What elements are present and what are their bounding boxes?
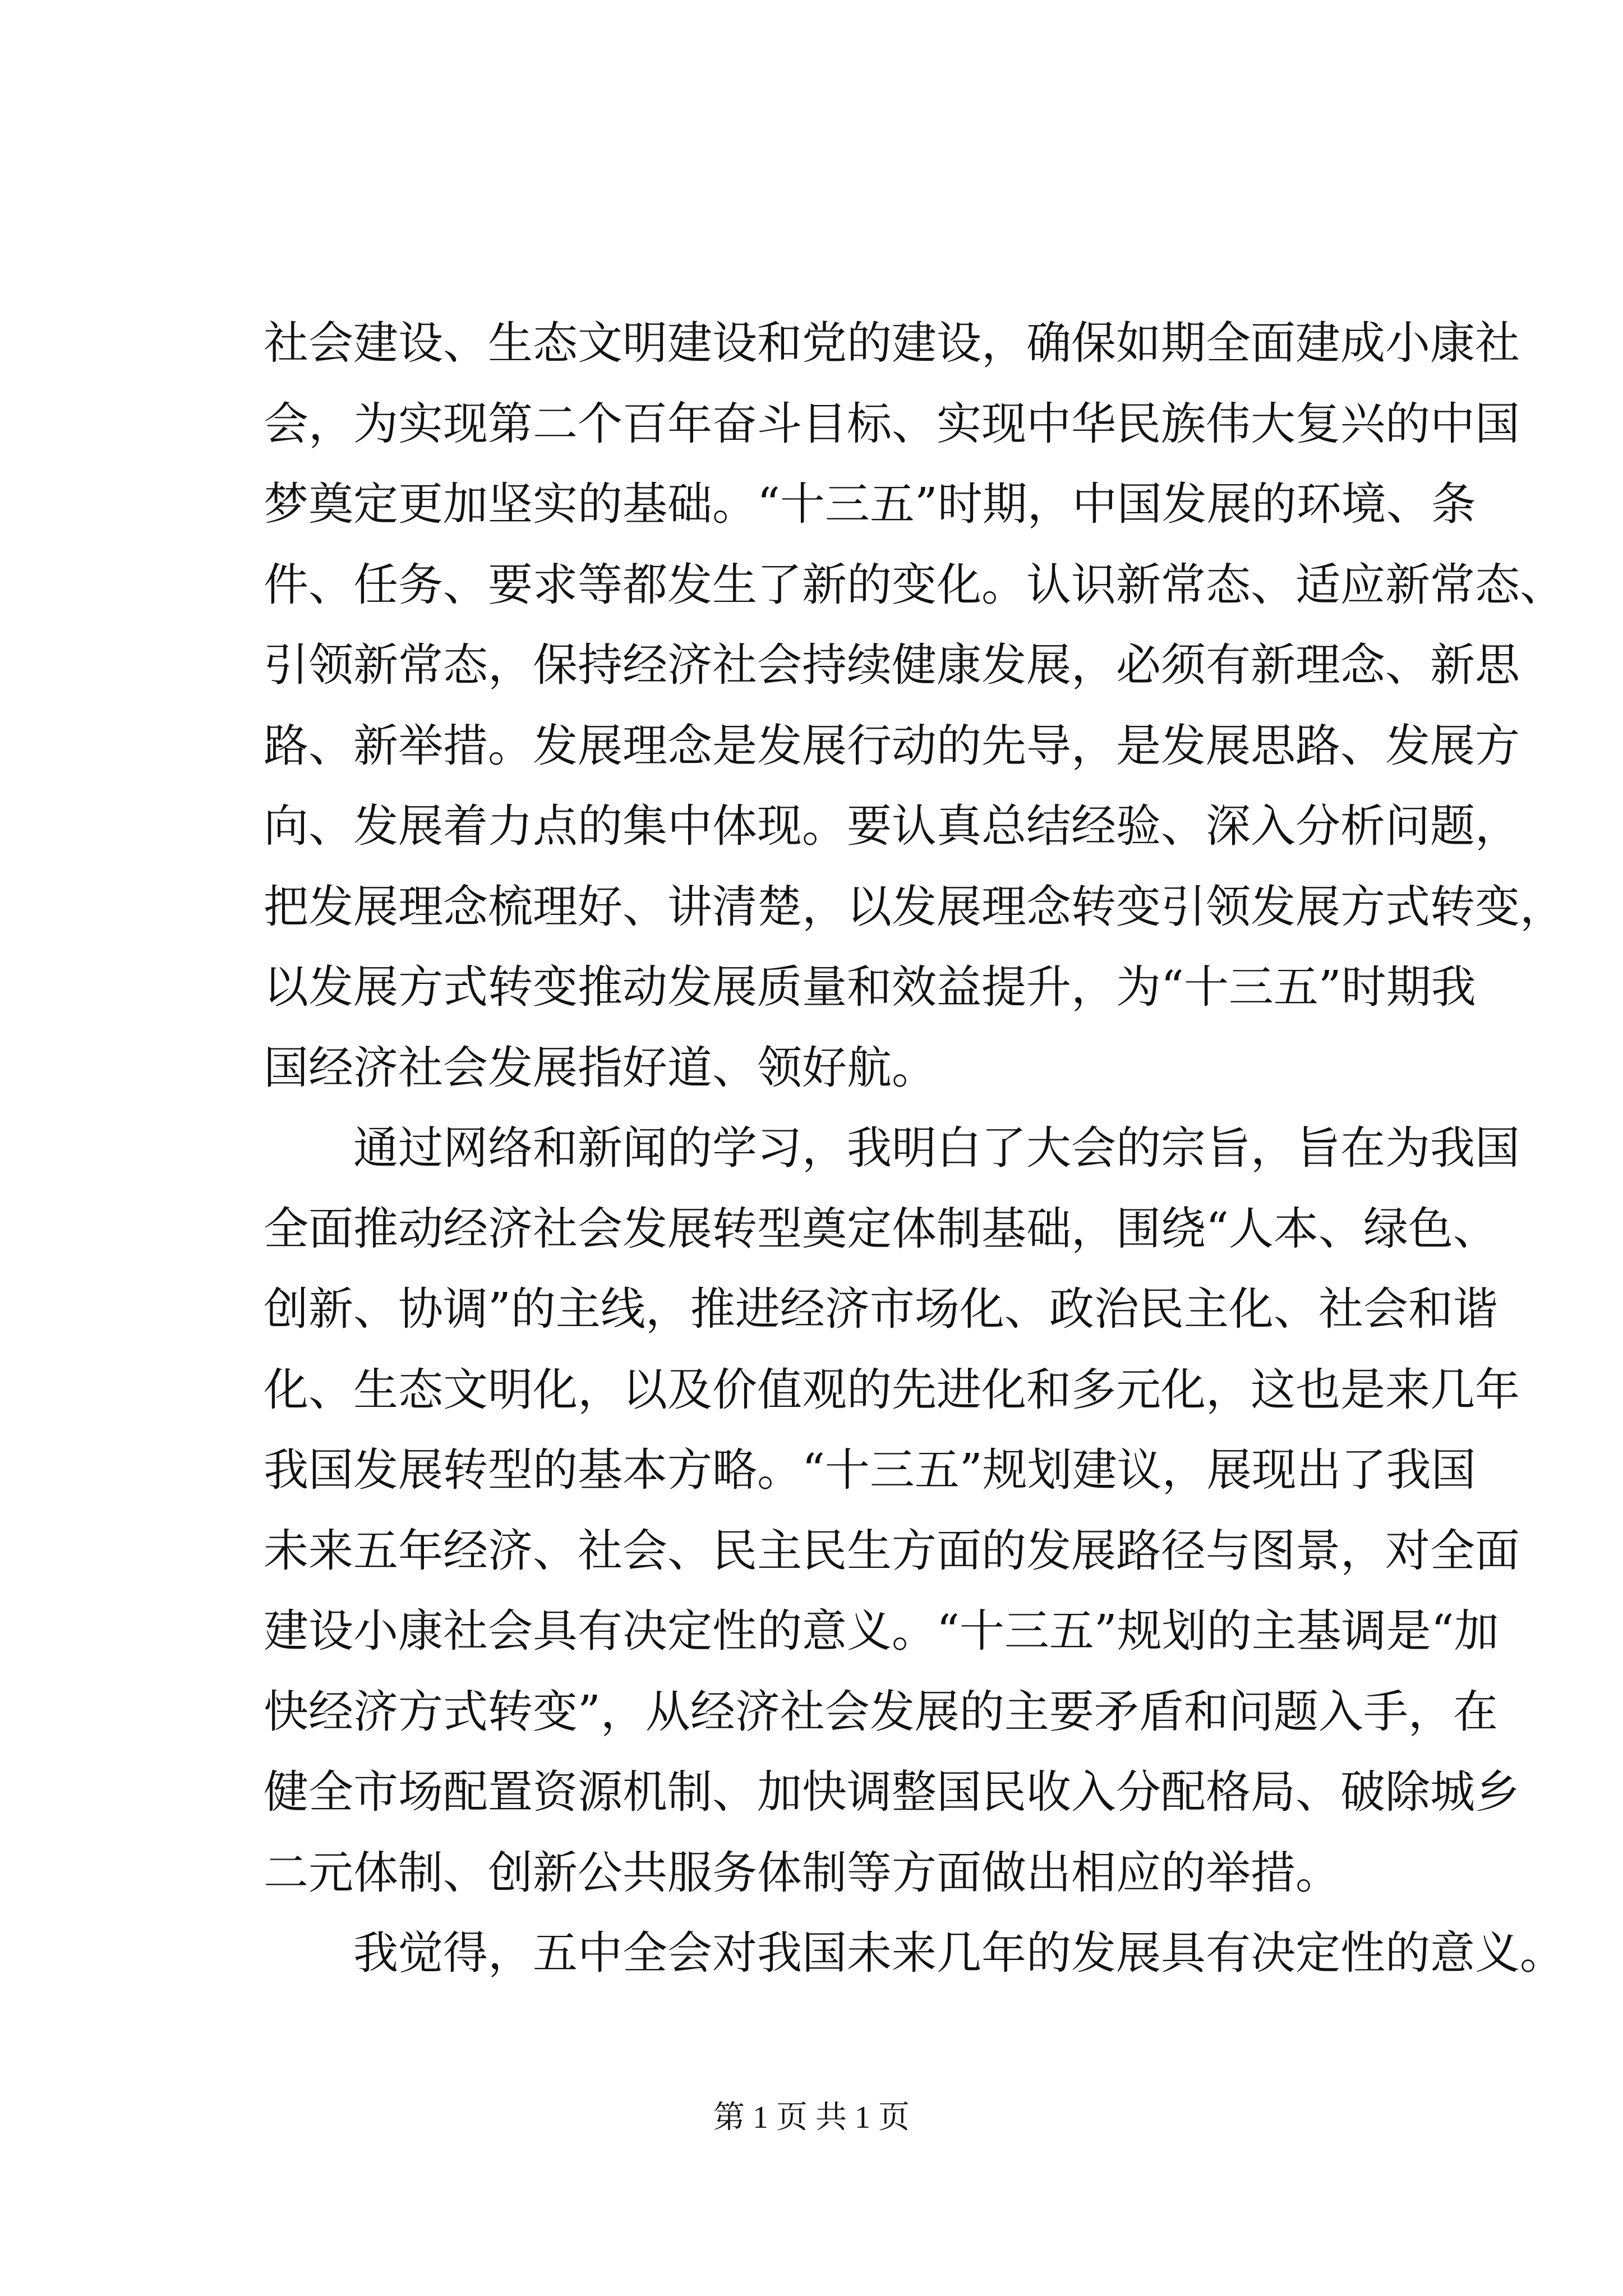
text-line: 快经济方式转变”，从经济社会发展的主要矛盾和问题入手，在: [264, 1685, 1498, 1738]
text-line: 化、生态文明化，以及价值观的先进化和多元化，这也是来几年: [264, 1363, 1520, 1416]
text-line: 国经济社会发展指好道、领好航。: [264, 1041, 937, 1094]
page-footer: [0, 2095, 1623, 2140]
text-line: 我国发展转型的基本方略。“十三五”规划建议，展现出了我国: [264, 1444, 1476, 1496]
text-line: 把发展理念梳理好、讲清楚，以发展理念转变引领发展方式转变，: [264, 880, 1565, 933]
text-line: 会，为实现第二个百年奋斗目标、实现中华民族伟大复兴的中国: [264, 397, 1520, 450]
text-line: 向、发展着力点的集中体现。要认真总结经验、深入分析问题，: [264, 800, 1520, 852]
page-number-label: 第 1 页 共 1 页: [713, 2100, 910, 2135]
text-line: 件、任务、要求等都发生了新的变化。认识新常态、适应新常态、: [264, 558, 1565, 611]
text-line: 引领新常态，保持经济社会持续健康发展，必须有新理念、新思: [264, 639, 1520, 691]
text-line: 建设小康社会具有决定性的意义。“十三五”规划的主基调是“加: [264, 1605, 1499, 1657]
text-line: 健全市场配置资源机制、加快调整国民收入分配格局、破除城乡: [264, 1766, 1520, 1818]
text-line: 我觉得，五中全会对我国未来几年的发展具有决定性的意义。: [264, 1927, 1565, 1979]
text-line: 梦奠定更加坚实的基础。“十三五”时期，中国发展的环境、条: [264, 478, 1476, 530]
text-line: 二元体制、创新公共服务体制等方面做出相应的举措。: [264, 1846, 1340, 1899]
text-line: 全面推动经济社会发展转型奠定体制基础，围绕“人本、绿色、: [264, 1202, 1498, 1255]
body-text: [264, 303, 1565, 1994]
text-line: 通过网络和新闻的学习，我明白了大会的宗旨，旨在为我国: [264, 1122, 1520, 1174]
text-line: 路、新举措。发展理念是发展行动的先导，是发展思路、发展方: [264, 719, 1520, 772]
text-line: 以发展方式转变推动发展质量和效益提升，为“十三五”时期我: [264, 961, 1476, 1013]
text-line: 社会建设、生态文明建设和党的建设，确保如期全面建成小康社: [264, 317, 1520, 369]
text-line: 未来五年经济、社会、民主民生方面的发展路径与图景，对全面: [264, 1524, 1520, 1577]
text-line: 创新、协调”的主线，推进经济市场化、政治民主化、社会和谐: [264, 1283, 1498, 1335]
